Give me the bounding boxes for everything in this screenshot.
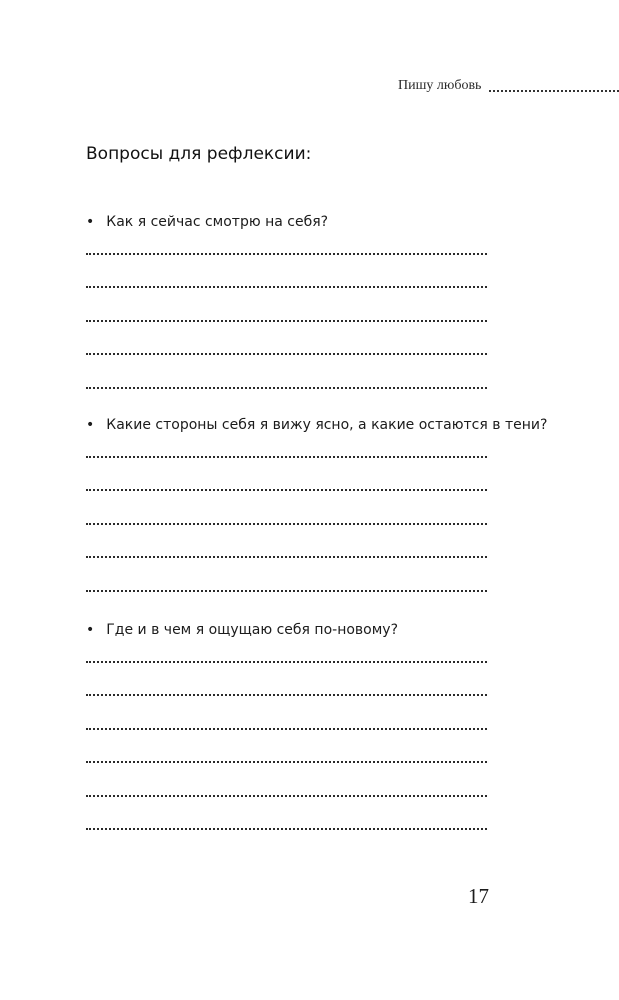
answer-line[interactable] [86, 320, 487, 322]
question-1 [86, 214, 506, 230]
bullet-icon: • [86, 417, 95, 433]
answer-line[interactable] [86, 590, 487, 592]
question-3 [86, 622, 506, 638]
answer-line[interactable] [86, 556, 487, 558]
question-text: Как я сейчас смотрю на себя? [106, 214, 329, 230]
bullet-icon: • [86, 214, 95, 230]
answer-line[interactable] [86, 761, 487, 763]
answer-line[interactable] [86, 456, 487, 458]
answer-line[interactable] [86, 795, 487, 797]
answer-line[interactable] [86, 661, 487, 663]
bullet-icon: • [86, 622, 95, 638]
answer-line[interactable] [86, 828, 487, 830]
answer-line[interactable] [86, 694, 487, 696]
question-2 [86, 417, 548, 433]
page-number: 17 [468, 884, 489, 908]
answer-line[interactable] [86, 728, 487, 730]
answer-line[interactable] [86, 489, 487, 491]
header-dotted-leader [489, 90, 619, 92]
answer-line[interactable] [86, 253, 487, 255]
answer-line[interactable] [86, 387, 487, 389]
running-header [398, 76, 619, 96]
answer-line[interactable] [86, 523, 487, 525]
running-title: Пишу любовь [398, 78, 482, 93]
answer-line[interactable] [86, 353, 487, 355]
section-title: Вопросы для рефлексии: [86, 144, 312, 164]
answer-line[interactable] [86, 286, 487, 288]
question-text: Какие стороны себя я вижу ясно, а какие остаются в тени? [106, 417, 548, 433]
question-text: Где и в чем я ощущаю себя по-новому? [106, 622, 399, 638]
